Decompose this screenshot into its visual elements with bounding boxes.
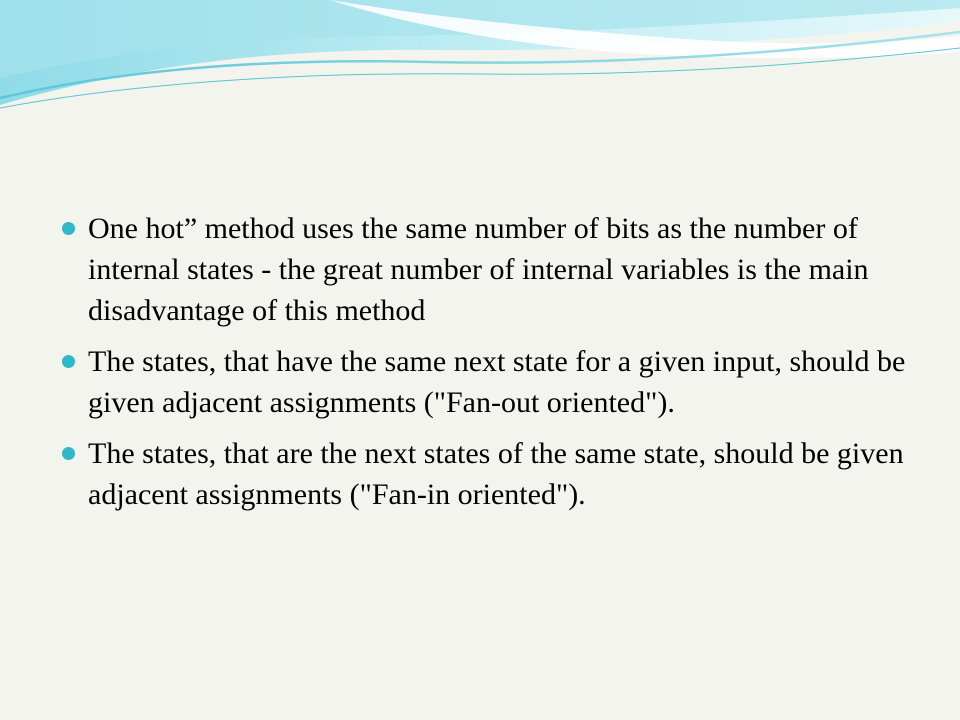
bullet-item <box>62 208 922 331</box>
bullet-list <box>62 208 922 515</box>
bullet-text: One hot” method uses the same number of bits as the number of internal states - the great number of internal variables is the main disadvantage of this method <box>88 212 869 327</box>
bullet-text: The states, that are the next states of the same state, should be given adjacent assignments ("Fan-in oriented"). <box>88 437 904 511</box>
bullet-dot-icon <box>62 447 75 460</box>
bullet-item <box>62 341 922 423</box>
header-wave-decoration <box>0 0 960 130</box>
bullet-dot-icon <box>62 222 75 235</box>
bullet-dot-icon <box>62 355 75 368</box>
slide-body <box>62 208 922 525</box>
bullet-text: The states, that have the same next state for a given input, should be given adjacent assignments ("Fan-out oriented"). <box>88 345 906 419</box>
bullet-item <box>62 433 922 515</box>
